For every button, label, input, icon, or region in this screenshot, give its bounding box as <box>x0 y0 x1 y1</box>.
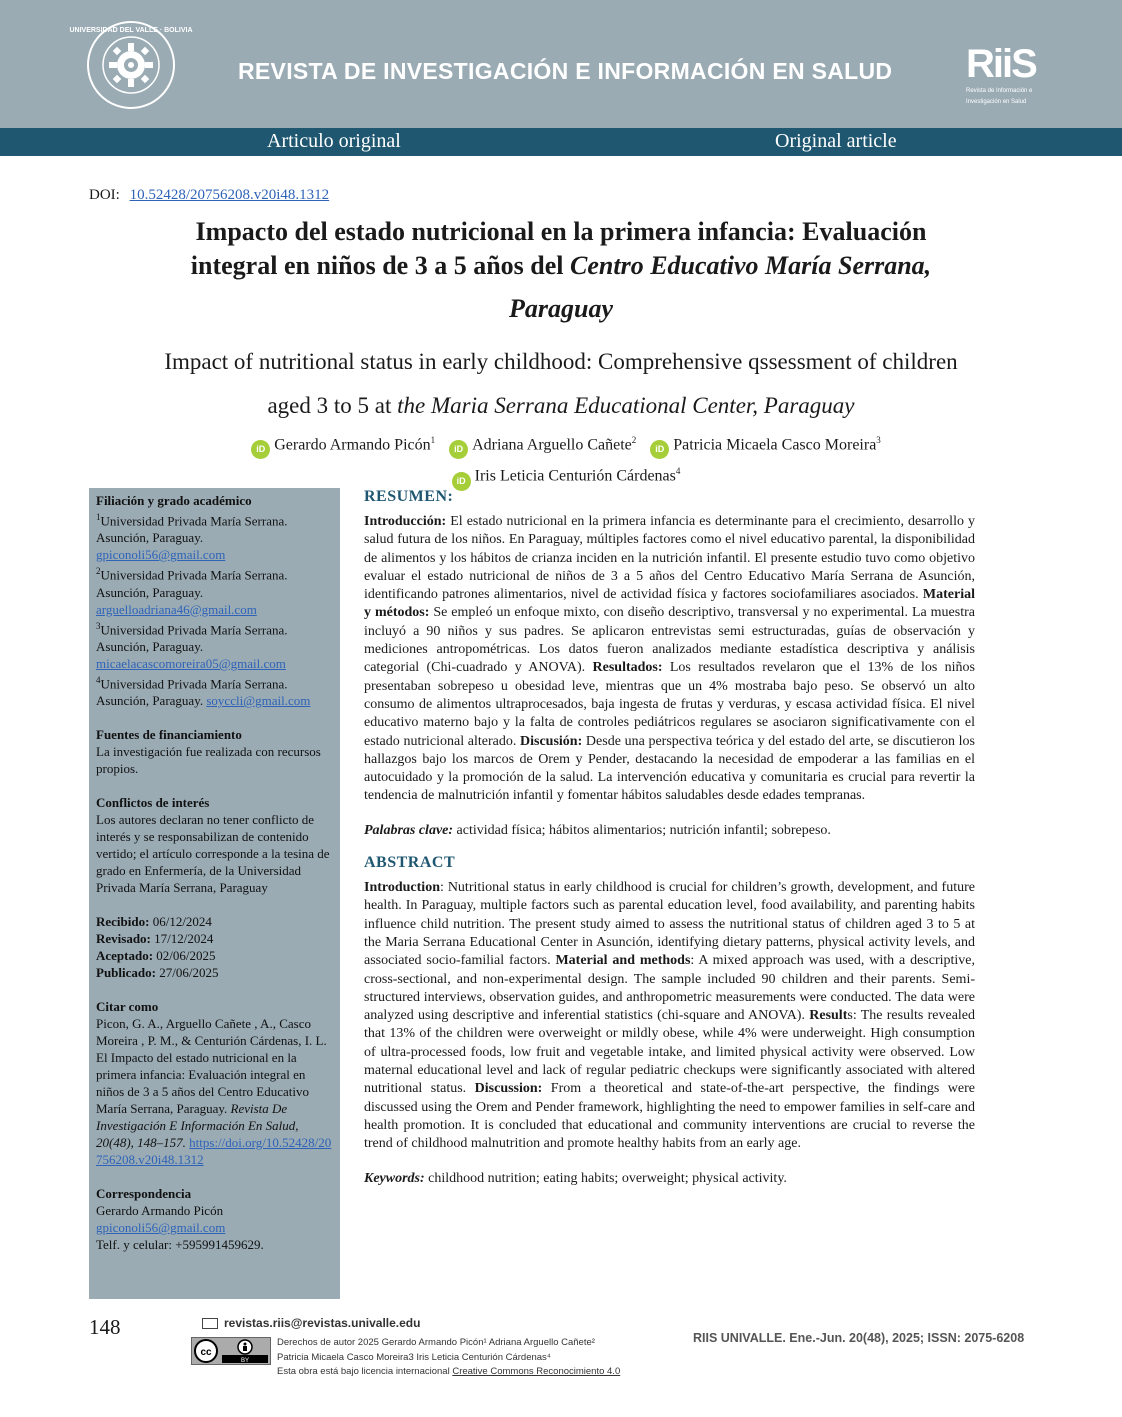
cite-text: Picon, G. A., Arguello Cañete , A., Casco Moreira , P. M., & Centurión Cárdenas, I. L. El Impacto del estado nutricional en la primera infancia: Evaluación integral en niños de 3 a 5 años del Centro Educativo María Serrana, Paraguay. Revista De Investigación E Información En Salud, 20(48), 148–157. https://doi.org/10.52428/20756208.v20i48.1312 <box>96 1016 332 1168</box>
author-name: Adriana Arguello Cañete <box>472 436 632 454</box>
correspondence-phone: Telf. y celular: +595991459629. <box>96 1237 264 1253</box>
title-es-line2: integral en niños de 3 a 5 años del Centro Educativo María Serrana, <box>190 251 932 280</box>
author-name: Gerardo Armando Picón <box>274 436 431 454</box>
title-en <box>60 340 1062 428</box>
author-name: Patricia Micaela Casco Moreira <box>673 436 877 454</box>
author-name: Iris Leticia Centurión Cárdenas <box>474 467 676 485</box>
svg-text:UNIVERSIDAD DEL VALLE · BOLIVI: UNIVERSIDAD DEL VALLE · BOLIVIA <box>69 27 193 34</box>
article-type-en: Original article <box>775 130 897 152</box>
title-en-line1: Impact of nutritional status in early childhood: Comprehensive qssessment of children <box>164 349 958 374</box>
received-date: Recibido: 06/12/2024 <box>96 914 212 930</box>
palabras-clave: Palabras clave: actividad física; hábitos alimentarios; nutrición infantil; sobrepeso. <box>364 822 831 838</box>
resumen-paragraph: Introducción: El estado nutricional en la primera infancia es determinante para el crecimiento, desarrollo y salud futura de los niños. En Paraguay, múltiples factores como el nivel educativo parental, la disponibilidad de alimentos y los hábitos de crianza inciden en la nutrición infantil. El presente estudio tuvo como objetivo evaluar el estado nutricional de niños de 3 a 5 años del Centro Educativo María Serrana de Asunción, identificando patrones alimentarios, nivel de actividad física y factores sociofamiliares asociados. Material y métodos: Se empleó un enfoque mixto, con diseño descriptivo, transversal y no experimental. La muestra incluyó a 90 niños y sus padres. Se aplicaron entrevistas semi estructuradas, guías de observación y mediciones antropométricas. Los datos fueron analizados mediante estadística descriptiva y análisis categorial (Chi-cuadrado y ANOVA). Resultados: Los resultados revelaron que el 13% de los niños presentaban sobrepeso u obesidad leve, mientras que un 4% mostraba bajo peso. Se observó un alto consumo de alimentos ultraprocesados, baja ingesta de frutas y verduras, y escasa actividad física. El nivel educativo materno bajo y la falta de controles pediátricos regulares se asociaron significativamente con el estado nutricional alterado. Discusión: Desde una perspectiva teórica y del estado del arte, se discutieron los hallazgos bajo los marcos de Orem y Pender, destacando la necesidad de empoderar a las familias en el autocuidado y la promoción de la salud. La intervención educativa y comunitaria es crucial para revertir la tendencia de malnutrición infantil y fomentar hábitos saludables desde edades tempranas. <box>364 514 975 804</box>
main-column <box>364 486 975 1188</box>
funding-text: La investigación fue realizada con recursos propios. <box>96 744 321 777</box>
riis-logo-subtitle-1: Revista de Información e <box>966 88 1033 94</box>
title-es-line1: Impacto del estado nutricional en la primera infancia: Evaluación <box>195 217 927 246</box>
author-list: iD Gerardo Armando Picón$^1$ iD Adriana Arguello Cañete$^2$ iD Patricia Micaela Casco Moreira$^3$ iD Iris Leticia Centurión Cárdenas$^4$ <box>60 428 1062 491</box>
affiliation-4: $^4$Universidad Privada María Serrana. Asunción, Paraguay. soyccli@gmail.com <box>96 674 311 709</box>
page-number: 148 <box>89 1315 121 1339</box>
doi-link[interactable]: 10.52428/20756208.v20i48.1312 <box>129 187 330 203</box>
sidebar-info <box>89 488 340 1299</box>
footer-email[interactable]: revistas.riis@revistas.univalle.edu <box>202 1316 420 1330</box>
doi-label: DOI: <box>89 187 120 203</box>
doi-line <box>89 187 329 204</box>
article-type-es: Articulo original <box>267 130 401 152</box>
license-link[interactable]: Creative Commons Reconocimiento 4.0 <box>452 1366 621 1377</box>
correspondence-heading: Correspondencia <box>96 1186 192 1202</box>
cite-doi-link[interactable]: https://doi.org/10.52428/20756208.v20i48.1312 <box>96 1135 332 1168</box>
affiliation-3: $^3$Universidad Privada María Serrana. Asunción, Paraguay. micaelacascomoreira05@gmail.com <box>96 620 288 671</box>
affiliation-3-email[interactable]: micaelacascomoreira05@gmail.com <box>96 655 286 671</box>
orcid-icon[interactable]: iD <box>449 440 468 459</box>
correspondence-email[interactable]: gpiconoli56@gmail.com <box>96 1220 226 1236</box>
university-seal-icon <box>69 20 193 110</box>
affiliation-2: $^2$Universidad Privada María Serrana. Asunción, Paraguay. arguelloadriana46@gmail.com <box>96 566 288 617</box>
article-type-bar <box>0 128 1122 156</box>
title-es-line3: Paraguay <box>509 294 613 323</box>
abstract-paragraph: Introduction: Nutritional status in early childhood is crucial for children’s growth, development, and future health. In Paraguay, multiple factors such as parental education level, food availability, and parenting habits influence child nutrition. The present study aimed to assess the nutritional status of children aged 3 to 5 at the Maria Serrana Educational Center in Asunción, identifying dietary patterns, physical activity levels, and associated socio-familial factors. Material and methods: A mixed approach was used, with a descriptive, cross-sectional, and non-experimental design. The sample included 90 children and their parents. Semi-structured interviews, observation guides, and anthropometric measurements were conducted. The data were analyzed using descriptive and inferential statistics (chi-square and ANOVA). Results: The results revealed that 13% of the children were overweight or mildly obese, while 4% were underweight. High consumption of ultra-processed foods, low fruit and vegetable intake, and limited physical activity were observed. Low maternal educational level and lack of regular pediatric checkups were significantly associated with altered nutritional status. Discussion: From a theoretical and state-of-the-art perspective, the findings were discussed using the Orem and Pender framework, highlighting the need to empower families in self-care and health promotion. It is concluded that educational and community interventions are crucial to reverse the trend of childhood malnutrition and promote healthy habits from an early age. <box>364 880 976 1152</box>
published-date: Publicado: 27/06/2025 <box>96 965 219 981</box>
revised-date: Revisado: 17/12/2024 <box>96 931 214 947</box>
cite-heading: Citar como <box>96 999 159 1015</box>
license-line: Esta obra está bajo licencia internacional Creative Commons Reconocimiento 4.0 <box>277 1366 621 1377</box>
copyright-line2: Patricia Micaela Casco Moreira3 Iris Leticia Centurión Cárdenas⁴ <box>277 1351 551 1363</box>
orcid-icon[interactable]: iD <box>251 440 270 459</box>
affiliation-1: $^1$Universidad Privada María Serrana. Asunción, Paraguay. gpiconoli56@gmail.com <box>96 512 288 563</box>
mail-icon <box>202 1318 218 1329</box>
header-band <box>0 0 1122 128</box>
title-en-line2: aged 3 to 5 at the Maria Serrana Educational Center, Paraguay <box>267 393 855 418</box>
riis-logo-subtitle-2: Investigación en Salud <box>966 99 1027 105</box>
cc-by-license-icon[interactable] <box>191 1337 271 1365</box>
orcid-icon[interactable]: iD <box>650 440 669 459</box>
keywords: Keywords: childhood nutrition; eating habits; overweight; physical activity. <box>364 1170 787 1186</box>
copyright-notice <box>277 1336 620 1380</box>
orcid-icon[interactable]: iD <box>452 472 471 491</box>
affiliation-heading: Filiación y grado académico <box>96 493 252 508</box>
svg-text:cc: cc <box>200 1347 212 1358</box>
accepted-date: Aceptado: 02/06/2025 <box>96 948 216 964</box>
riis-logo <box>966 44 1046 106</box>
riis-logo-word: RiiS <box>966 42 1036 86</box>
journal-title: REVISTA DE INVESTIGACIÓN E INFORMACIÓN EN SALUD <box>238 58 893 84</box>
svg-text:BY: BY <box>240 1358 250 1364</box>
affiliation-2-email[interactable]: arguelloadriana46@gmail.com <box>96 601 257 617</box>
funding-heading: Fuentes de financiamiento <box>96 727 242 743</box>
title-es <box>60 215 1062 283</box>
resumen-heading: RESUMEN: <box>364 488 454 505</box>
conflict-heading: Conflictos de interés <box>96 795 210 811</box>
affiliation-4-email[interactable]: soyccli@gmail.com <box>206 693 311 709</box>
conflict-text: Los autores declaran no tener conflicto de interés y se responsabilizan de contenido vertido; el artículo corresponde a la tesina de grado en Enfermería, de la Universidad Privada María Serrana, Paraguay <box>96 812 330 896</box>
affiliation-1-email[interactable]: gpiconoli56@gmail.com <box>96 547 226 563</box>
copyright-line1: Derechos de autor 2025 Gerardo Armando Picón¹ Adriana Arguello Cañete² <box>277 1337 595 1348</box>
journal-reference: RIIS UNIVALLE. Ene.-Jun. 20(48), 2025; ISSN: 2075-6208 <box>693 1331 1025 1345</box>
correspondence-name: Gerardo Armando Picón <box>96 1203 224 1219</box>
abstract-heading: ABSTRACT <box>364 854 456 872</box>
